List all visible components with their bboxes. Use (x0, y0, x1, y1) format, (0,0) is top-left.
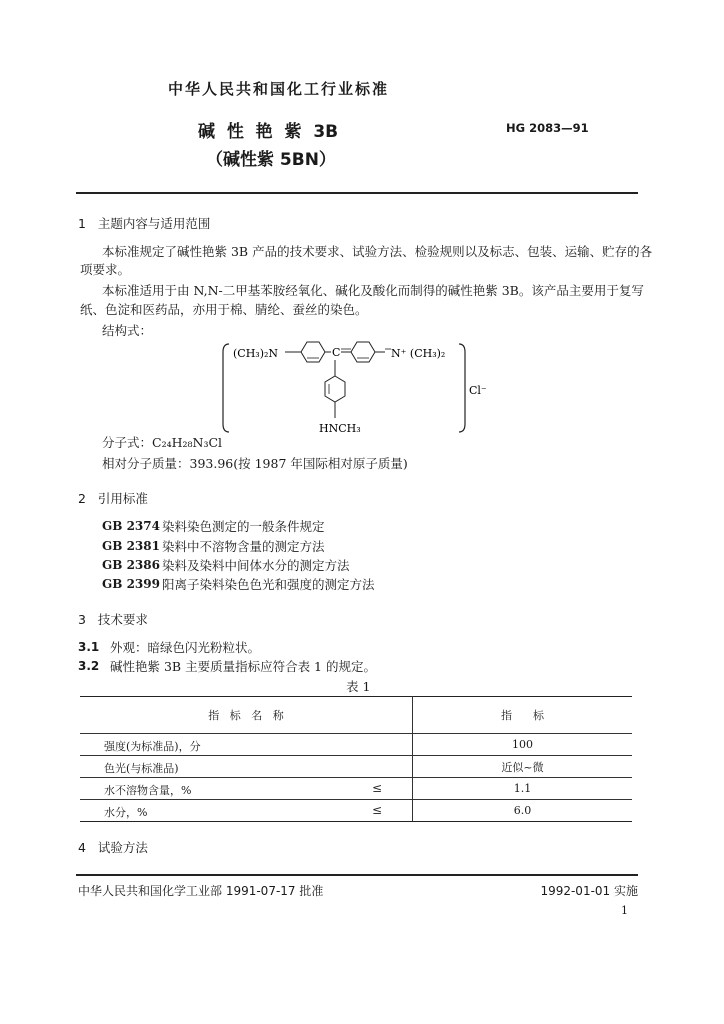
paragraph-line: 本标准适用于由 N,N-二甲基苯胺经氧化、碱化及酸化而制得的碱性艳紫 3B。该产品主要用于复写 (102, 283, 644, 298)
table-caption: 表 1 (346, 679, 371, 694)
table-cell-name (80, 756, 413, 778)
reference-title: 阳离子染料染色色光和强度的测定方法 (162, 577, 375, 592)
reference-code: GB 2374 (102, 519, 160, 533)
table-row (80, 778, 632, 800)
header-rule (76, 192, 638, 194)
table-row (80, 800, 632, 822)
effective-date: 1992-01-01 实施 (540, 884, 638, 898)
comparison-symbol: ≤ (371, 803, 382, 817)
reference-code: GB 2381 (102, 539, 160, 553)
table-row (80, 734, 632, 756)
paragraph-line: 纸、色淀和医药品，亦用于棉、腈纶、蚕丝的染色。 (80, 302, 368, 317)
reference-title: 染料及染料中间体水分的测定方法 (162, 558, 350, 573)
index-name: 色光(与标准品) (104, 762, 179, 775)
paragraph-line: 项要求。 (80, 262, 131, 277)
table-header-cell: 指 标 名 称 (80, 697, 413, 734)
reference-code: GB 2386 (102, 558, 160, 572)
document-subtitle: （碱性紫 5BN） (206, 150, 336, 170)
approval-line: 中华人民共和国化学工业部 1991-07-17 批准 (78, 884, 324, 898)
quality-index-table (80, 696, 632, 822)
reference-title: 染料中不溶物含量的测定方法 (162, 539, 325, 554)
table-cell-name (80, 800, 413, 822)
section-heading: 2 引用标准 (78, 491, 148, 506)
document-title: 碱 性 艳 紫 3B (198, 122, 339, 142)
footer-rule (76, 874, 638, 876)
table-cell-value: 1.1 (413, 778, 633, 800)
table-cell-value: 100 (413, 734, 633, 756)
table-row (80, 756, 632, 778)
comparison-symbol: ≤ (371, 781, 382, 795)
section-heading: 1 主题内容与适用范围 (78, 216, 211, 231)
formula-anion: Cl⁻ (469, 384, 487, 397)
section-heading: 3 技术要求 (78, 612, 148, 627)
index-name: 水分，% (104, 806, 148, 819)
table-cell-name (80, 778, 413, 800)
paragraph-line: 本标准规定了碱性艳紫 3B 产品的技术要求、试验方法、检验规则以及标志、包装、运输、贮存的各 (102, 244, 653, 259)
page-number: 1 (621, 904, 628, 917)
structure-label: 结构式： (102, 323, 153, 338)
reference-title: 染料染色测定的一般条件规定 (162, 519, 325, 534)
table-header-cell: 指 标 (413, 697, 633, 734)
clause-text: 外观：暗绿色闪光粉粒状。 (110, 640, 261, 655)
section-heading: 4 试验方法 (78, 840, 148, 855)
molecular-formula: 分子式：C₂₄H₂₈N₃Cl (102, 435, 223, 450)
table-header-row (80, 697, 632, 734)
table-cell-value: 6.0 (413, 800, 633, 822)
issuing-standard-header: 中华人民共和国化工行业标准 (168, 80, 390, 98)
formula-left-group: (CH₃)₂N (233, 347, 279, 360)
index-name: 水不溶物含量，% (104, 784, 192, 797)
clause-text: 碱性艳紫 3B 主要质量指标应符合表 1 的规定。 (110, 659, 376, 674)
molecular-weight: 相对分子质量：393.96(按 1987 年国际相对原子质量) (102, 456, 408, 471)
formula-right-group: N⁺ (CH₃)₂ (391, 347, 446, 360)
standard-code: HG 2083—91 (506, 121, 589, 135)
index-name: 强度(为标准品)，分 (104, 740, 201, 753)
table-cell-name (80, 734, 413, 756)
clause-number: 3.1 (78, 640, 100, 654)
table-cell-value: 近似~微 (413, 756, 633, 778)
reference-code: GB 2399 (102, 577, 160, 591)
formula-central-carbon: C (332, 346, 341, 359)
clause-number: 3.2 (78, 659, 100, 673)
structural-formula (215, 338, 505, 440)
formula-bottom-group: HNCH₃ (319, 422, 361, 435)
